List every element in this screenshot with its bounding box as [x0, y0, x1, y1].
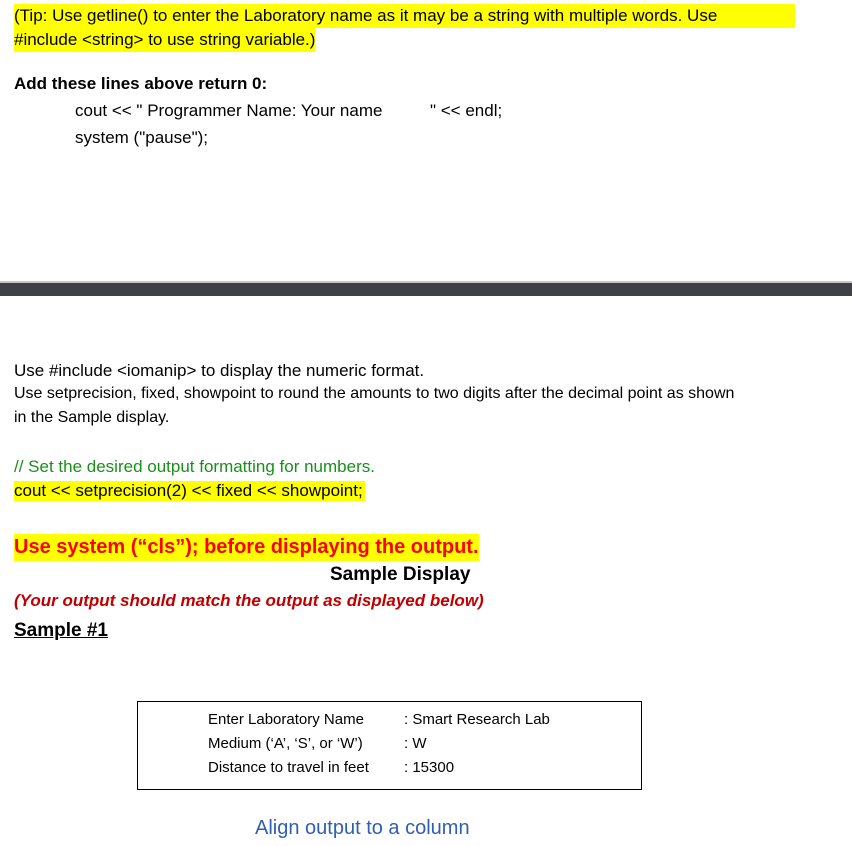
iomanip-line-3: in the Sample display.: [14, 409, 170, 426]
output-note: (Your output should match the output as displayed below): [14, 591, 484, 610]
iomanip-line-1: Use #include <iomanip> to display the numeric format.: [14, 361, 425, 380]
sample-display-title: Sample Display: [330, 564, 471, 585]
row-label-medium: Medium (‘A’, ‘S’, or ‘W’): [208, 735, 363, 752]
tip-paragraph: [14, 4, 795, 52]
code-cout-endl: " << endl;: [430, 101, 503, 120]
row-label-distance: Distance to travel in feet: [208, 759, 369, 776]
row-value-medium: : W: [404, 735, 427, 752]
tip-line-2: #include <string> to use string variable.): [14, 28, 315, 52]
row-value-lab-name: : Smart Research Lab: [404, 711, 550, 728]
row-value-distance: : 15300: [404, 759, 455, 776]
row-label-lab-name: Enter Laboratory Name: [208, 711, 364, 728]
add-lines-heading: Add these lines above return 0:: [14, 74, 268, 93]
cls-note: Use system (“cls”); before displaying the output.: [14, 534, 479, 561]
code-setprecision: cout << setprecision(2) << fixed << showpoint;: [14, 481, 363, 500]
sample-label: Sample #1: [14, 620, 108, 641]
code-comment: // Set the desired output formatting for numbers.: [14, 457, 375, 476]
sample-output-box: [137, 701, 642, 790]
page-divider: [0, 281, 852, 296]
iomanip-line-2: Use setprecision, fixed, showpoint to round the amounts to two digits after the decimal point as shown: [14, 385, 735, 402]
code-system-pause: system ("pause");: [75, 128, 208, 147]
tip-line-1: (Tip: Use getline() to enter the Laboratory name as it may be a string with multiple words. Use: [14, 4, 795, 28]
code-cout-programmer: cout << " Programmer Name: Your name: [75, 101, 383, 120]
align-note: Align output to a column: [255, 817, 470, 839]
